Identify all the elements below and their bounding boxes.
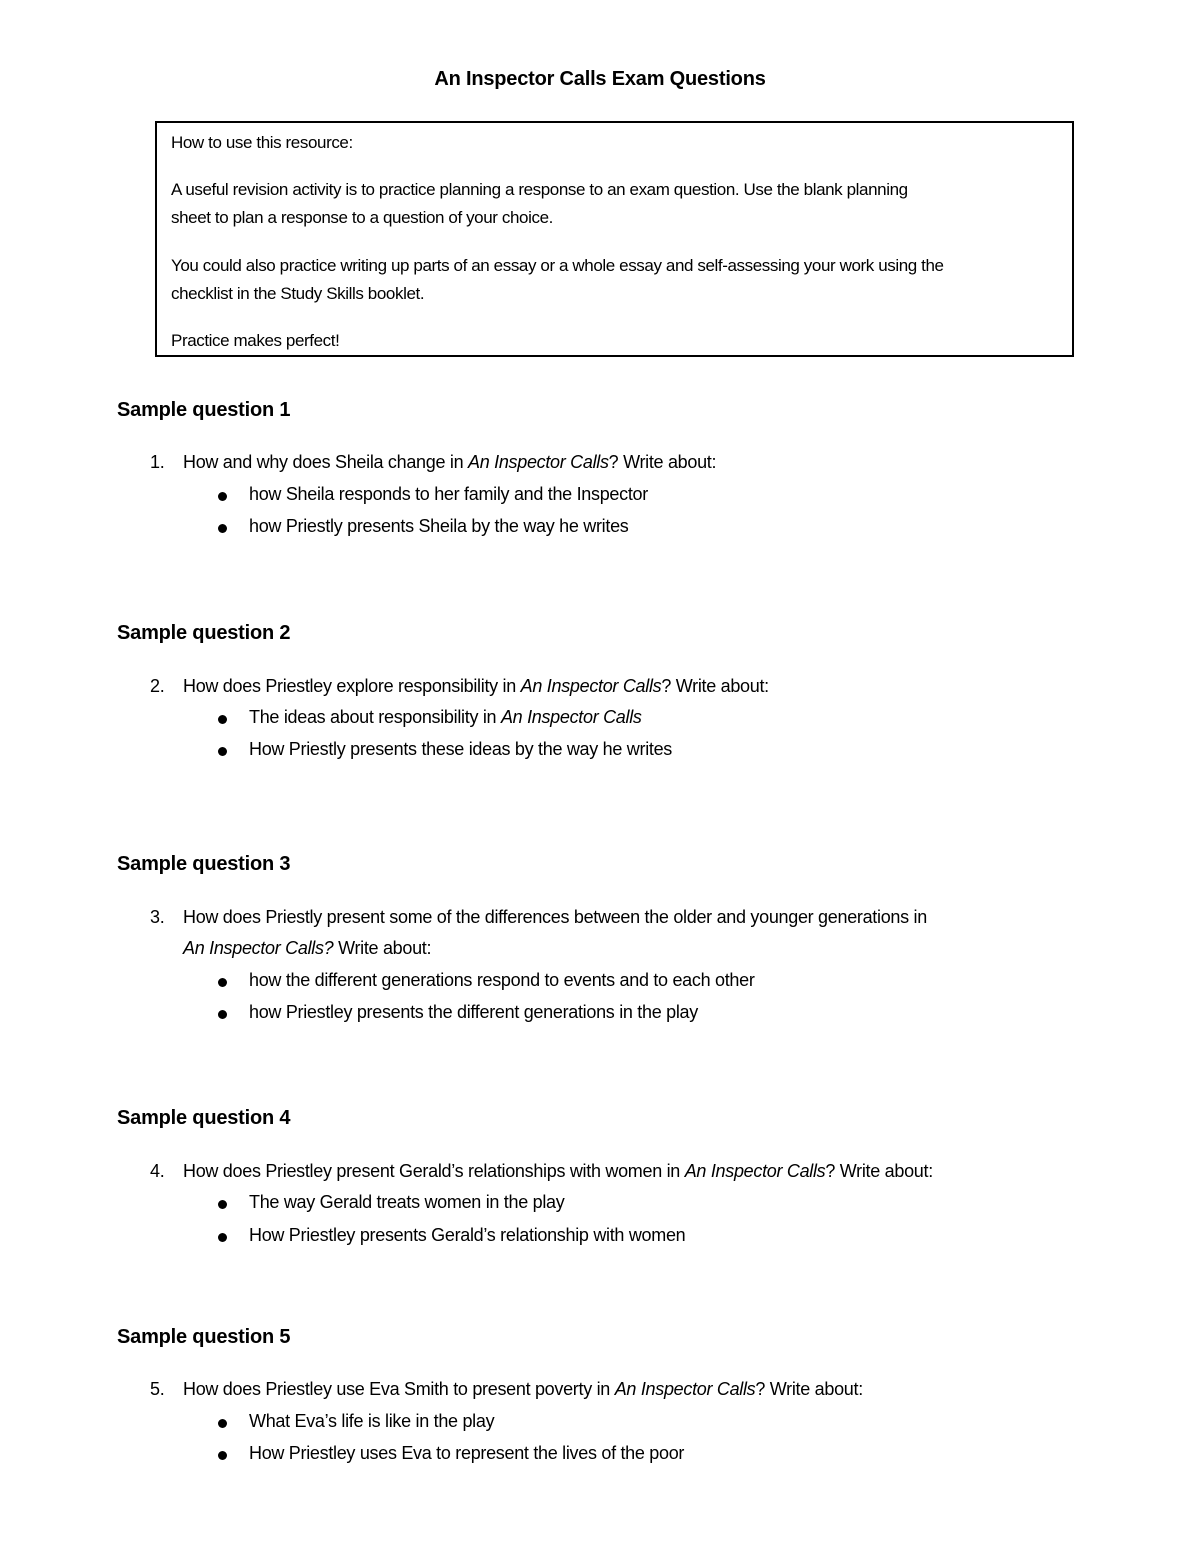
- bullet-icon: [218, 1233, 227, 1242]
- question-1-number: 1.: [150, 452, 165, 472]
- question-2-heading: Sample question 2: [117, 622, 291, 644]
- question-2-bullet-1: The ideas about responsibility in An Inspector Calls: [249, 707, 642, 727]
- question-2-bullet-2: How Priestly presents these ideas by the way he writes: [249, 739, 672, 759]
- info-paragraph-2-line-1: You could also practice writing up parts of an essay or a whole essay and self-assessing your work using the: [171, 256, 944, 275]
- question-2-text: How does Priestley explore responsibility in An Inspector Calls? Write about:: [183, 676, 769, 696]
- question-4-bullet-2: How Priestley presents Gerald’s relationship with women: [249, 1225, 686, 1245]
- bullet-icon: [218, 524, 227, 533]
- bullet-icon: [218, 978, 227, 987]
- question-2-number: 2.: [150, 676, 165, 696]
- bullet-icon: [218, 747, 227, 756]
- bullet-icon: [218, 1010, 227, 1019]
- question-4-heading: Sample question 4: [117, 1107, 291, 1129]
- question-4-number: 4.: [150, 1161, 165, 1181]
- question-3-number: 3.: [150, 907, 165, 927]
- question-5-bullet-1: What Eva’s life is like in the play: [249, 1411, 495, 1431]
- question-5-bullet-2: How Priestley uses Eva to represent the lives of the poor: [249, 1443, 685, 1463]
- question-4-text: How does Priestley present Gerald’s relationships with women in An Inspector Calls? Write about:: [183, 1161, 933, 1181]
- info-paragraph-2-line-2: checklist in the Study Skills booklet.: [171, 284, 425, 303]
- question-1-heading: Sample question 1: [117, 399, 291, 421]
- bullet-icon: [218, 1200, 227, 1209]
- info-box: [155, 121, 1074, 357]
- question-1-text: How and why does Sheila change in An Inspector Calls? Write about:: [183, 452, 717, 472]
- question-1-bullet-2: how Priestly presents Sheila by the way he writes: [249, 516, 629, 536]
- question-3-bullet-2: how Priestley presents the different generations in the play: [249, 1002, 698, 1022]
- question-1-bullet-1: how Sheila responds to her family and the Inspector: [249, 484, 648, 504]
- question-3-text-line-2: An Inspector Calls? Write about:: [183, 938, 432, 958]
- page-title: An Inspector Calls Exam Questions: [434, 68, 766, 90]
- bullet-icon: [218, 1451, 227, 1460]
- bullet-icon: [218, 715, 227, 724]
- question-3-bullet-1: how the different generations respond to events and to each other: [249, 970, 755, 990]
- info-heading: How to use this resource:: [171, 133, 353, 152]
- question-5-text: How does Priestley use Eva Smith to present poverty in An Inspector Calls? Write about:: [183, 1379, 863, 1399]
- question-5-heading: Sample question 5: [117, 1326, 291, 1348]
- question-5-number: 5.: [150, 1379, 165, 1399]
- question-4-bullet-1: The way Gerald treats women in the play: [249, 1192, 565, 1212]
- info-closing: Practice makes perfect!: [171, 331, 340, 350]
- info-paragraph-1-line-2: sheet to plan a response to a question of your choice.: [171, 208, 553, 227]
- question-3-text-line-1: How does Priestly present some of the differences between the older and younger generations in: [183, 907, 927, 927]
- info-paragraph-1-line-1: A useful revision activity is to practice planning a response to an exam question. Use the blank planning: [171, 180, 908, 199]
- bullet-icon: [218, 1419, 227, 1428]
- bullet-icon: [218, 492, 227, 501]
- question-3-heading: Sample question 3: [117, 853, 291, 875]
